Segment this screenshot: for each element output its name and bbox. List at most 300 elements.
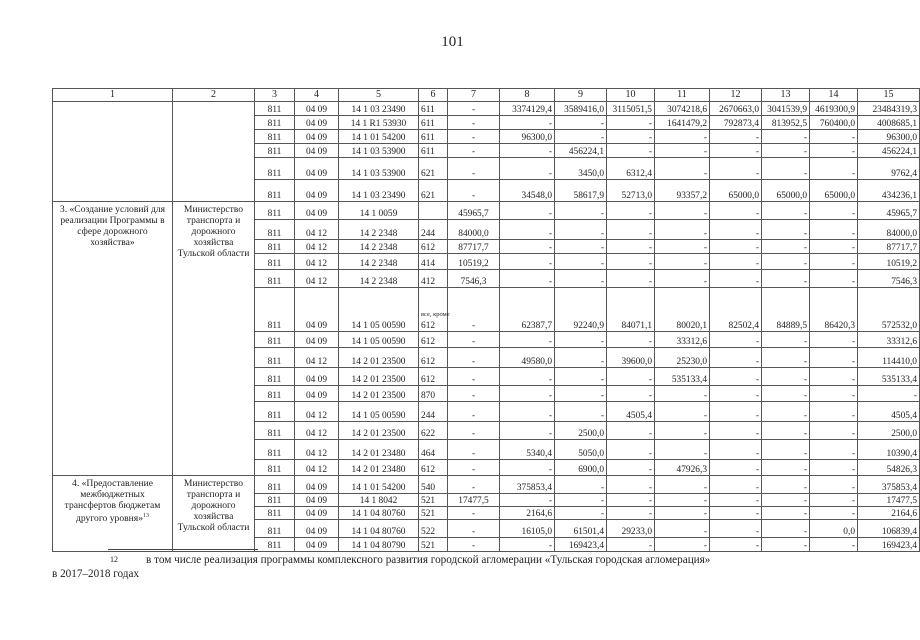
- target-article-cell: 14 1 03 53900: [339, 144, 419, 158]
- year-value-cell: -: [655, 220, 710, 240]
- year-value-cell: -: [710, 144, 762, 158]
- year-value-cell: -: [500, 202, 555, 220]
- expense-type-cell: 244: [419, 402, 448, 422]
- table-row: [53, 102, 920, 116]
- footnote-marker: 12: [110, 555, 118, 564]
- section-code-cell: 04 12: [295, 348, 339, 368]
- year-value-cell: -: [448, 158, 500, 180]
- year-value-cell: -: [710, 520, 762, 538]
- year-value-cell: -: [555, 202, 607, 220]
- year-value-cell: -: [500, 270, 555, 288]
- year-value-cell: -: [607, 116, 655, 130]
- year-value-cell: 65000,0: [710, 180, 762, 202]
- year-value-cell: -: [655, 476, 710, 494]
- executor-cell: [173, 476, 255, 552]
- section-code-cell: 04 09: [295, 130, 339, 144]
- year-value-cell: -: [762, 507, 810, 520]
- gov-code-cell: 811: [255, 102, 295, 116]
- year-value-cell: 169423,4: [555, 538, 607, 552]
- year-value-cell: -: [448, 332, 500, 348]
- year-value-cell: -: [607, 422, 655, 440]
- footnote-rule: [108, 549, 258, 550]
- year-value-cell: -: [810, 422, 858, 440]
- section-code-cell: 04 09: [295, 494, 339, 507]
- year-value-cell: 4505,4: [607, 402, 655, 422]
- executor-cell: [173, 202, 255, 476]
- year-value-cell: -: [448, 348, 500, 368]
- section-code-cell: 04 09: [295, 144, 339, 158]
- gov-code-cell: 811: [255, 520, 295, 538]
- total-value-cell: 10390,4: [858, 440, 920, 460]
- year-value-cell: -: [607, 332, 655, 348]
- total-value-cell: 10519,2: [858, 254, 920, 270]
- year-value-cell: -: [762, 494, 810, 507]
- year-value-cell: 65000,0: [762, 180, 810, 202]
- gov-code-cell: 811: [255, 116, 295, 130]
- year-value-cell: -: [655, 158, 710, 180]
- column-header: 2: [173, 89, 255, 102]
- total-value-cell: 456224,1: [858, 144, 920, 158]
- year-value-cell: -: [762, 386, 810, 402]
- year-value-cell: -: [448, 460, 500, 476]
- year-value-cell: 813952,5: [762, 116, 810, 130]
- year-value-cell: 82502,4: [710, 288, 762, 332]
- year-value-cell: 93357,2: [655, 180, 710, 202]
- year-value-cell: 65000,0: [810, 180, 858, 202]
- target-article-cell: 14 1 01 54200: [339, 476, 419, 494]
- year-value-cell: 39600,0: [607, 348, 655, 368]
- column-header: 9: [555, 89, 607, 102]
- year-value-cell: -: [555, 254, 607, 270]
- expense-type-cell: [419, 202, 448, 220]
- year-value-cell: -: [710, 476, 762, 494]
- target-article-cell: 14 1 8042: [339, 494, 419, 507]
- year-value-cell: 792873,4: [710, 116, 762, 130]
- expense-type-cell: 521: [419, 494, 448, 507]
- year-value-cell: -: [655, 422, 710, 440]
- year-value-cell: 34548,0: [500, 180, 555, 202]
- target-article-cell: 14 2 2348: [339, 240, 419, 254]
- year-value-cell: -: [762, 422, 810, 440]
- expense-type-cell: 612: [419, 460, 448, 476]
- year-value-cell: 3374129,4: [500, 102, 555, 116]
- section-code-cell: 04 09: [295, 507, 339, 520]
- year-value-cell: -: [555, 494, 607, 507]
- gov-code-cell: 811: [255, 240, 295, 254]
- year-value-cell: -: [607, 460, 655, 476]
- year-value-cell: 0,0: [810, 520, 858, 538]
- year-value-cell: -: [810, 476, 858, 494]
- gov-code-cell: 811: [255, 460, 295, 476]
- year-value-cell: -: [607, 507, 655, 520]
- year-value-cell: 45965,7: [448, 202, 500, 220]
- expense-type-cell: 414: [419, 254, 448, 270]
- year-value-cell: -: [555, 368, 607, 386]
- total-value-cell: 4505,4: [858, 402, 920, 422]
- total-value-cell: 2164,6: [858, 507, 920, 520]
- year-value-cell: -: [555, 402, 607, 422]
- column-header: 8: [500, 89, 555, 102]
- year-value-cell: -: [710, 507, 762, 520]
- section-code-cell: 04 12: [295, 440, 339, 460]
- section-code-cell: 04 12: [295, 422, 339, 440]
- year-value-cell: -: [810, 144, 858, 158]
- year-value-cell: -: [555, 130, 607, 144]
- column-header: 7: [448, 89, 500, 102]
- expense-type-cell: 621: [419, 180, 448, 202]
- total-value-cell: 114410,0: [858, 348, 920, 368]
- year-value-cell: 6900,0: [555, 460, 607, 476]
- expense-type-cell: 612: [419, 368, 448, 386]
- year-value-cell: -: [500, 422, 555, 440]
- total-value-cell: 33312,6: [858, 332, 920, 348]
- year-value-cell: -: [607, 368, 655, 386]
- year-value-cell: -: [555, 386, 607, 402]
- section-code-cell: 04 12: [295, 220, 339, 240]
- gov-code-cell: 811: [255, 130, 295, 144]
- activity-name-cell: [53, 202, 173, 476]
- expense-type-cell: 464: [419, 440, 448, 460]
- year-value-cell: -: [448, 507, 500, 520]
- column-header: 6: [419, 89, 448, 102]
- total-value-cell: 2500,0: [858, 422, 920, 440]
- year-value-cell: -: [710, 270, 762, 288]
- year-value-cell: -: [555, 507, 607, 520]
- year-value-cell: -: [810, 130, 858, 144]
- year-value-cell: -: [762, 440, 810, 460]
- year-value-cell: -: [762, 240, 810, 254]
- gov-code-cell: 811: [255, 158, 295, 180]
- year-value-cell: -: [655, 130, 710, 144]
- section-code-cell: 04 09: [295, 520, 339, 538]
- expense-type-cell: 244: [419, 220, 448, 240]
- activity-name-cell: [53, 476, 173, 552]
- year-value-cell: -: [810, 348, 858, 368]
- target-article-cell: 14 1 03 23490: [339, 102, 419, 116]
- year-value-cell: -: [710, 460, 762, 476]
- table-header-row: [53, 89, 920, 102]
- year-value-cell: -: [607, 130, 655, 144]
- expense-type-cell: 611: [419, 102, 448, 116]
- year-value-cell: -: [500, 332, 555, 348]
- expense-type-cell: 612: [419, 348, 448, 368]
- year-value-cell: -: [762, 368, 810, 386]
- year-value-cell: -: [810, 158, 858, 180]
- expense-type-cell: 521: [419, 538, 448, 552]
- year-value-cell: 5050,0: [555, 440, 607, 460]
- year-value-cell: -: [655, 520, 710, 538]
- year-value-cell: 61501,4: [555, 520, 607, 538]
- target-article-cell: 14 1 05 00590: [339, 288, 419, 332]
- expense-type-cell: 412: [419, 270, 448, 288]
- year-value-cell: -: [500, 402, 555, 422]
- year-value-cell: -: [762, 220, 810, 240]
- year-value-cell: -: [500, 386, 555, 402]
- year-value-cell: -: [448, 440, 500, 460]
- table-row: [53, 476, 920, 494]
- section-code-cell: 04 12: [295, 240, 339, 254]
- year-value-cell: 2670663,0: [710, 102, 762, 116]
- year-value-cell: -: [655, 402, 710, 422]
- year-value-cell: -: [710, 494, 762, 507]
- year-value-cell: -: [655, 494, 710, 507]
- section-code-cell: 04 12: [295, 270, 339, 288]
- gov-code-cell: 811: [255, 144, 295, 158]
- year-value-cell: -: [762, 332, 810, 348]
- gov-code-cell: 811: [255, 220, 295, 240]
- year-value-cell: -: [448, 102, 500, 116]
- gov-code-cell: 811: [255, 386, 295, 402]
- year-value-cell: 3450,0: [555, 158, 607, 180]
- year-value-cell: -: [810, 220, 858, 240]
- year-value-cell: -: [762, 144, 810, 158]
- year-value-cell: 3115051,5: [607, 102, 655, 116]
- year-value-cell: -: [762, 460, 810, 476]
- year-value-cell: 535133,4: [655, 368, 710, 386]
- year-value-cell: -: [810, 538, 858, 552]
- year-value-cell: -: [555, 332, 607, 348]
- activity-name: 3. «Создание условий для реализации Программы в сфере дорожного хозяйства»: [59, 204, 166, 248]
- year-value-cell: 86420,3: [810, 288, 858, 332]
- section-code-cell: 04 12: [295, 402, 339, 422]
- year-value-cell: 96300,0: [500, 130, 555, 144]
- year-value-cell: -: [655, 440, 710, 460]
- year-value-cell: -: [762, 538, 810, 552]
- year-value-cell: -: [810, 270, 858, 288]
- year-value-cell: -: [810, 494, 858, 507]
- target-article-cell: 14 2 2348: [339, 270, 419, 288]
- target-article-cell: 14 1 03 23490: [339, 180, 419, 202]
- table-row: [53, 202, 920, 220]
- footnote: [52, 553, 864, 581]
- expense-type-note: все, кроме: [421, 311, 450, 318]
- gov-code-cell: 811: [255, 494, 295, 507]
- total-value-cell: 7546,3: [858, 270, 920, 288]
- column-header: 3: [255, 89, 295, 102]
- year-value-cell: -: [710, 220, 762, 240]
- year-value-cell: -: [607, 440, 655, 460]
- expense-type-cell: 522: [419, 520, 448, 538]
- page-number: 101: [441, 34, 464, 50]
- gov-code-cell: 811: [255, 476, 295, 494]
- total-value-cell: 17477,5: [858, 494, 920, 507]
- expense-type-cell: 870: [419, 386, 448, 402]
- year-value-cell: -: [710, 538, 762, 552]
- year-value-cell: -: [762, 130, 810, 144]
- year-value-cell: -: [762, 254, 810, 270]
- total-value-cell: -: [858, 386, 920, 402]
- year-value-cell: -: [448, 288, 500, 332]
- year-value-cell: -: [448, 402, 500, 422]
- expense-type-cell: 622: [419, 422, 448, 440]
- year-value-cell: -: [710, 440, 762, 460]
- year-value-cell: 84071,1: [607, 288, 655, 332]
- expense-type-cell: 521: [419, 507, 448, 520]
- year-value-cell: -: [500, 220, 555, 240]
- section-code-cell: 04 12: [295, 254, 339, 270]
- year-value-cell: 17477,5: [448, 494, 500, 507]
- year-value-cell: -: [710, 386, 762, 402]
- year-value-cell: -: [500, 460, 555, 476]
- year-value-cell: -: [607, 240, 655, 254]
- year-value-cell: 6312,4: [607, 158, 655, 180]
- year-value-cell: -: [762, 520, 810, 538]
- gov-code-cell: 811: [255, 254, 295, 270]
- total-value-cell: 87717,7: [858, 240, 920, 254]
- year-value-cell: -: [810, 254, 858, 270]
- year-value-cell: -: [448, 144, 500, 158]
- year-value-cell: -: [555, 348, 607, 368]
- column-header: 10: [607, 89, 655, 102]
- target-article-cell: 14 2 01 23480: [339, 460, 419, 476]
- year-value-cell: -: [448, 368, 500, 386]
- year-value-cell: 62387,7: [500, 288, 555, 332]
- target-article-cell: 14 2 01 23500: [339, 368, 419, 386]
- section-code-cell: 04 09: [295, 476, 339, 494]
- year-value-cell: -: [655, 386, 710, 402]
- section-code-cell: 04 09: [295, 538, 339, 552]
- column-header: 5: [339, 89, 419, 102]
- section-code-cell: 04 12: [295, 460, 339, 476]
- column-header: 13: [762, 89, 810, 102]
- year-value-cell: -: [810, 368, 858, 386]
- total-value-cell: 375853,4: [858, 476, 920, 494]
- budget-table: [52, 88, 920, 552]
- year-value-cell: -: [810, 202, 858, 220]
- year-value-cell: -: [710, 158, 762, 180]
- year-value-cell: 375853,4: [500, 476, 555, 494]
- year-value-cell: -: [500, 116, 555, 130]
- year-value-cell: -: [500, 254, 555, 270]
- year-value-cell: -: [655, 270, 710, 288]
- year-value-cell: 92240,9: [555, 288, 607, 332]
- expense-type-cell: 611: [419, 144, 448, 158]
- total-value-cell: 434236,1: [858, 180, 920, 202]
- footnote-reference: 13: [143, 513, 149, 519]
- year-value-cell: 16105,0: [500, 520, 555, 538]
- target-article-cell: 14 1 04 80760: [339, 507, 419, 520]
- year-value-cell: -: [448, 538, 500, 552]
- gov-code-cell: 811: [255, 180, 295, 202]
- executor-name: Министерство транспорта и дорожного хозяйства Тульской области: [177, 478, 250, 533]
- year-value-cell: -: [655, 240, 710, 254]
- year-value-cell: -: [810, 332, 858, 348]
- total-value-cell: 54826,3: [858, 460, 920, 476]
- total-value-cell: 45965,7: [858, 202, 920, 220]
- section-code-cell: 04 09: [295, 332, 339, 348]
- expense-type-cell: [419, 288, 448, 332]
- target-article-cell: 14 1 03 53900: [339, 158, 419, 180]
- gov-code-cell: 811: [255, 270, 295, 288]
- year-value-cell: -: [655, 144, 710, 158]
- section-code-cell: 04 09: [295, 368, 339, 386]
- year-value-cell: -: [810, 386, 858, 402]
- year-value-cell: -: [607, 220, 655, 240]
- year-value-cell: -: [607, 254, 655, 270]
- column-header: 14: [810, 89, 858, 102]
- target-article-cell: 14 1 05 00590: [339, 402, 419, 422]
- target-article-cell: 14 2 01 23500: [339, 422, 419, 440]
- year-value-cell: -: [810, 240, 858, 254]
- target-article-cell: 14 2 01 23500: [339, 348, 419, 368]
- column-header: 4: [295, 89, 339, 102]
- gov-code-cell: 811: [255, 507, 295, 520]
- total-value-cell: 535133,4: [858, 368, 920, 386]
- column-header: 1: [53, 89, 173, 102]
- year-value-cell: -: [448, 130, 500, 144]
- year-value-cell: 10519,2: [448, 254, 500, 270]
- year-value-cell: -: [710, 240, 762, 254]
- column-header: 11: [655, 89, 710, 102]
- year-value-cell: 80020,1: [655, 288, 710, 332]
- activity-name-cell: [53, 102, 173, 202]
- footnote-text-line1: в том числе реализация программы комплексного развития городской агломерации «Тульская городская агломерация»: [146, 554, 711, 566]
- year-value-cell: -: [762, 270, 810, 288]
- section-code-cell: 04 09: [295, 102, 339, 116]
- year-value-cell: -: [607, 202, 655, 220]
- total-value-cell: 9762,4: [858, 158, 920, 180]
- year-value-cell: -: [710, 348, 762, 368]
- expense-type-cell: 612: [419, 332, 448, 348]
- expense-type-cell: 540: [419, 476, 448, 494]
- section-code-cell: 04 09: [295, 288, 339, 332]
- year-value-cell: -: [500, 144, 555, 158]
- year-value-cell: -: [710, 202, 762, 220]
- section-code-cell: 04 09: [295, 386, 339, 402]
- year-value-cell: -: [500, 538, 555, 552]
- year-value-cell: -: [762, 202, 810, 220]
- total-value-cell: 572532,0: [858, 288, 920, 332]
- year-value-cell: -: [607, 270, 655, 288]
- target-article-cell: 14 1 01 54200: [339, 130, 419, 144]
- year-value-cell: -: [655, 254, 710, 270]
- year-value-cell: -: [810, 460, 858, 476]
- gov-code-cell: 811: [255, 440, 295, 460]
- total-value-cell: 4008685,1: [858, 116, 920, 130]
- section-code-cell: 04 09: [295, 180, 339, 202]
- year-value-cell: 52713,0: [607, 180, 655, 202]
- year-value-cell: 5340,4: [500, 440, 555, 460]
- gov-code-cell: 811: [255, 348, 295, 368]
- year-value-cell: 2164,6: [500, 507, 555, 520]
- expense-type-value: 612: [421, 321, 436, 331]
- year-value-cell: -: [762, 476, 810, 494]
- gov-code-cell: 811: [255, 288, 295, 332]
- total-value-cell: 169423,4: [858, 538, 920, 552]
- year-value-cell: 456224,1: [555, 144, 607, 158]
- target-article-cell: 14 2 2348: [339, 220, 419, 240]
- column-header: 15: [858, 89, 920, 102]
- year-value-cell: -: [762, 348, 810, 368]
- year-value-cell: 49580,0: [500, 348, 555, 368]
- year-value-cell: -: [448, 116, 500, 130]
- expense-type-cell: 611: [419, 116, 448, 130]
- year-value-cell: 84000,0: [448, 220, 500, 240]
- year-value-cell: 4619300,9: [810, 102, 858, 116]
- target-article-cell: 14 1 0059: [339, 202, 419, 220]
- year-value-cell: -: [810, 440, 858, 460]
- year-value-cell: -: [710, 130, 762, 144]
- year-value-cell: 7546,3: [448, 270, 500, 288]
- year-value-cell: -: [762, 402, 810, 422]
- year-value-cell: 1641479,2: [655, 116, 710, 130]
- year-value-cell: -: [448, 476, 500, 494]
- year-value-cell: -: [555, 116, 607, 130]
- year-value-cell: -: [810, 507, 858, 520]
- target-article-cell: 14 1 R1 53930: [339, 116, 419, 130]
- year-value-cell: 58617,9: [555, 180, 607, 202]
- target-article-cell: 14 2 01 23480: [339, 440, 419, 460]
